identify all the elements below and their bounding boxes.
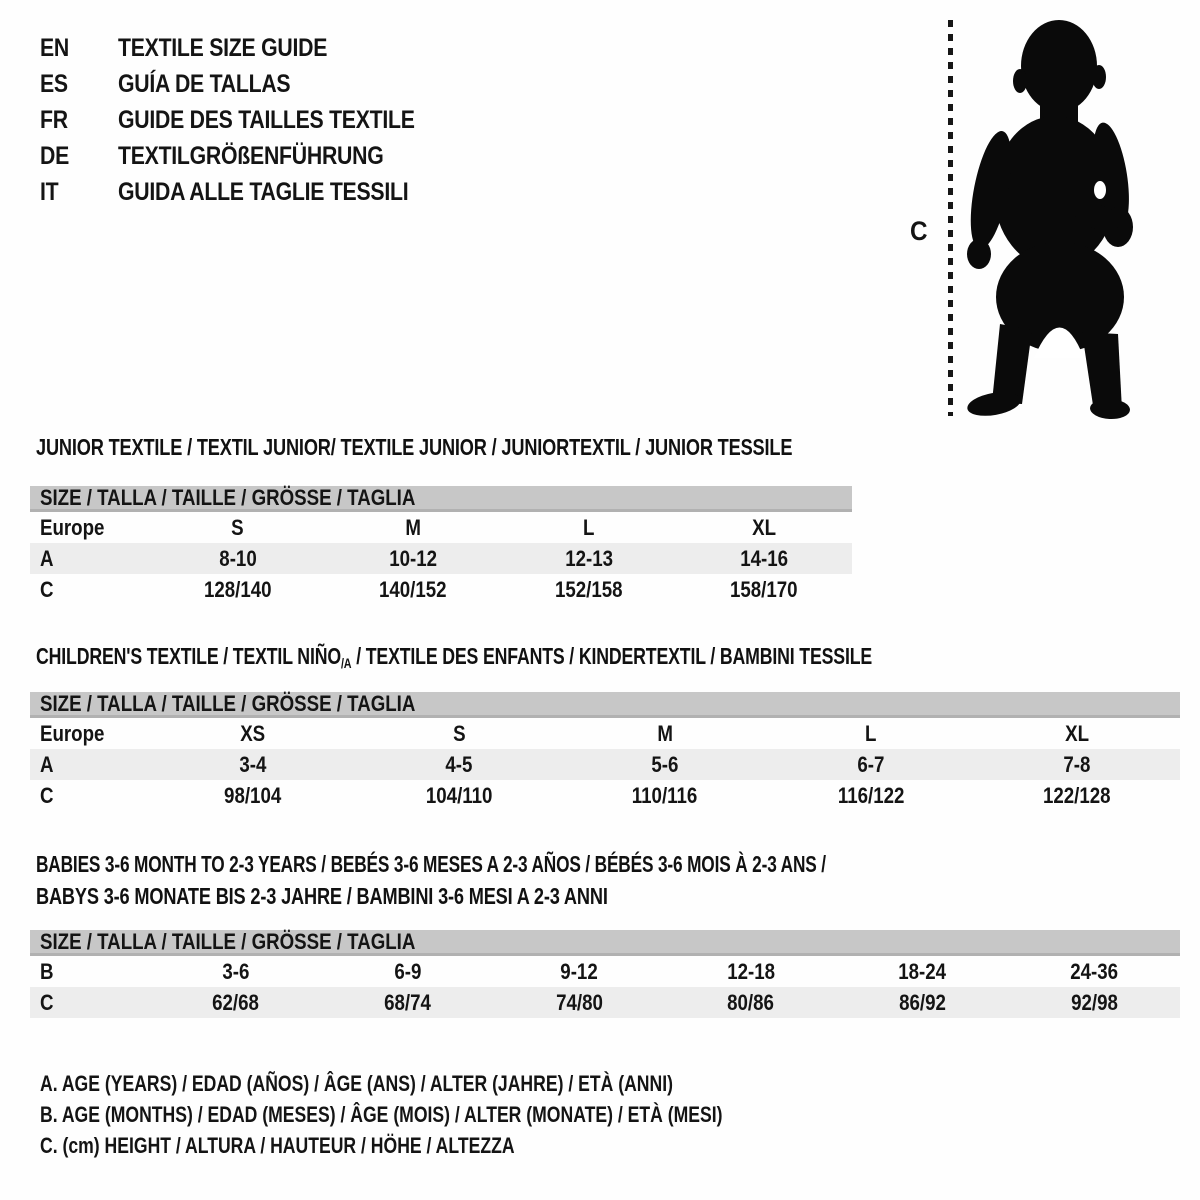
- table-cell: L: [583, 514, 595, 540]
- table-cell: 152/158: [554, 576, 623, 602]
- language-code: DE: [40, 141, 70, 170]
- table-cell: 14-16: [740, 545, 789, 571]
- table-cell: 12-18: [726, 958, 775, 984]
- table-cell: XL: [1065, 720, 1089, 746]
- measurement-legend: [40, 1068, 893, 1161]
- table-cell: 158/170: [730, 576, 799, 602]
- table-row-height: [30, 780, 1180, 811]
- language-row-fr: [40, 102, 467, 138]
- language-row-de: [40, 138, 467, 174]
- row-label: C: [40, 576, 54, 602]
- row-label: A: [40, 545, 54, 571]
- size-header-label: SIZE / TALLA / TAILLE / GRÖSSE / TAGLIA: [40, 690, 416, 716]
- row-label: Europe: [40, 720, 105, 746]
- measure-c-label: C: [910, 216, 928, 246]
- nino-a-subscript: /A: [340, 655, 352, 671]
- table-cell: 104/110: [425, 782, 493, 808]
- table-cell: 9-12: [560, 958, 598, 984]
- baby-silhouette-icon: [952, 14, 1152, 420]
- table-row-europe: [30, 718, 1180, 749]
- table-cell: 92/98: [1070, 989, 1118, 1015]
- table-cell: 68/74: [384, 989, 431, 1015]
- table-cell: S: [452, 720, 466, 746]
- table-cell: 3-4: [239, 751, 267, 777]
- table-cell: 116/122: [837, 782, 905, 808]
- table-cell: 140/152: [379, 576, 448, 602]
- language-code: FR: [40, 105, 68, 134]
- size-header-band: [30, 486, 852, 512]
- language-code: IT: [40, 177, 59, 206]
- table-cell: 12-13: [564, 545, 613, 571]
- language-title: GUIDA ALLE TAGLIE TESSILI: [118, 177, 409, 206]
- language-row-es: [40, 66, 467, 102]
- table-cell: 5-6: [651, 751, 679, 777]
- table-cell: 18-24: [898, 958, 947, 984]
- junior-size-table: [30, 486, 852, 605]
- language-title: GUIDE DES TAILLES TEXTILE: [118, 105, 415, 134]
- table-row-height: [30, 987, 1180, 1018]
- table-cell: L: [865, 720, 877, 746]
- language-row-en: [40, 30, 467, 66]
- language-row-it: [40, 174, 467, 210]
- table-cell: S: [231, 514, 244, 540]
- babies-size-table: [30, 930, 1180, 1018]
- table-cell: 128/140: [203, 576, 272, 602]
- table-cell: 6-7: [857, 751, 885, 777]
- table-cell: 110/116: [632, 782, 698, 808]
- junior-section-title: JUNIOR TEXTILE / TEXTIL JUNIOR/ TEXTILE JUNIOR / JUNIORTEXTIL / JUNIOR TESSILE: [36, 434, 793, 460]
- language-list: [40, 30, 467, 210]
- table-cell: XL: [752, 514, 777, 540]
- size-header-band: [30, 930, 1180, 956]
- table-cell: 6-9: [393, 958, 422, 984]
- children-section-title: CHILDREN'S TEXTILE / TEXTIL NIÑO/A / TEXTILE DES ENFANTS / KINDERTEXTIL / BAMBINI TESSILE: [36, 643, 873, 671]
- table-row-height: [30, 574, 852, 605]
- row-label: Europe: [40, 514, 105, 540]
- table-cell: 98/104: [224, 782, 282, 808]
- table-cell: XS: [240, 720, 266, 746]
- size-header-label: SIZE / TALLA / TAILLE / GRÖSSE / TAGLIA: [40, 484, 416, 510]
- table-cell: 3-6: [222, 958, 250, 984]
- table-cell: 74/80: [555, 989, 603, 1015]
- table-cell: 24-36: [1070, 958, 1119, 984]
- table-row-age: [30, 749, 1180, 780]
- legend-line-a: A. AGE (YEARS) / EDAD (AÑOS) / ÂGE (ANS) / ALTER (JAHRE) / ETÀ (ANNI): [40, 1070, 673, 1096]
- table-cell: 86/92: [899, 989, 946, 1015]
- legend-line-b: B. AGE (MONTHS) / EDAD (MESES) / ÂGE (MOIS) / ALTER (MONATE) / ETÀ (MESI): [40, 1101, 723, 1127]
- row-label: C: [40, 989, 54, 1015]
- size-header-label: SIZE / TALLA / TAILLE / GRÖSSE / TAGLIA: [40, 928, 416, 954]
- language-code: ES: [40, 69, 68, 98]
- row-label: A: [40, 751, 54, 777]
- language-title: TEXTILGRÖßENFÜHRUNG: [118, 141, 384, 170]
- table-cell: 10-12: [389, 545, 438, 571]
- size-header-band: [30, 692, 1180, 718]
- language-title: GUÍA DE TALLAS: [118, 69, 291, 98]
- babies-section-title-line1: BABIES 3-6 MONTH TO 2-3 YEARS / BEBÉS 3-6 MESES A 2-3 AÑOS / BÉBÉS 3-6 MOIS À 2-3 ANS /: [36, 851, 826, 877]
- table-cell: 80/86: [727, 989, 775, 1015]
- children-size-table: [30, 692, 1180, 811]
- table-row-months: [30, 956, 1180, 987]
- row-label: C: [40, 782, 54, 808]
- table-cell: 62/68: [212, 989, 260, 1015]
- table-cell: 122/128: [1043, 782, 1111, 808]
- table-cell: 7-8: [1063, 751, 1091, 777]
- row-label: B: [40, 958, 54, 984]
- table-row-europe: [30, 512, 852, 543]
- table-cell: 8-10: [219, 545, 257, 571]
- language-code: EN: [40, 33, 70, 62]
- table-cell: M: [657, 720, 673, 746]
- table-row-age: [30, 543, 852, 574]
- table-cell: M: [405, 514, 422, 540]
- table-cell: 4-5: [445, 751, 473, 777]
- language-title: TEXTILE SIZE GUIDE: [118, 33, 328, 62]
- legend-line-c: C. (cm) HEIGHT / ALTURA / HAUTEUR / HÖHE / ALTEZZA: [40, 1132, 515, 1158]
- babies-section-title-line2: BABYS 3-6 MONATE BIS 2-3 JAHRE / BAMBINI 3-6 MESI A 2-3 ANNI: [36, 883, 608, 909]
